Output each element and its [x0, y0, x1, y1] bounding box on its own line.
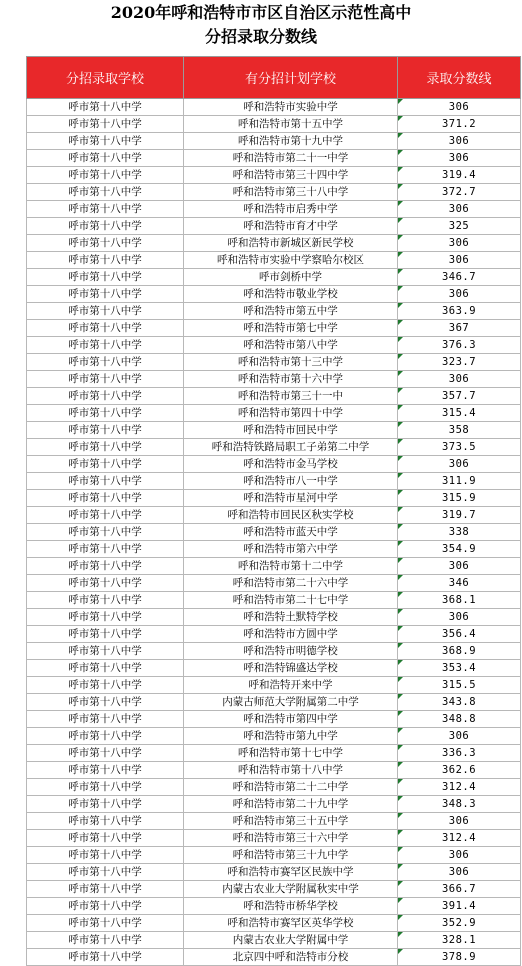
- cell-score: 312.4: [398, 779, 521, 796]
- cell-score: 363.9: [398, 303, 521, 320]
- cell-quota-school: 呼和浩特市第二十一中学: [184, 150, 398, 167]
- header-admitting-school: 分招录取学校: [27, 57, 184, 99]
- cell-admitting-school: 呼市第十八中学: [27, 762, 184, 779]
- table-row: [27, 507, 521, 524]
- table-row: [27, 609, 521, 626]
- cell-admitting-school: 呼市第十八中学: [27, 252, 184, 269]
- table-row: [27, 473, 521, 490]
- cell-quota-school: 呼和浩特市第二十九中学: [184, 796, 398, 813]
- table-row: [27, 133, 521, 150]
- cell-admitting-school: 呼市第十八中学: [27, 813, 184, 830]
- cell-admitting-school: 呼市第十八中学: [27, 779, 184, 796]
- table-row: [27, 881, 521, 898]
- cell-score: 346.7: [398, 269, 521, 286]
- cell-quota-school: 呼和浩特市实验中学察哈尔校区: [184, 252, 398, 269]
- table-row: [27, 932, 521, 949]
- table-row: [27, 252, 521, 269]
- table-row: [27, 796, 521, 813]
- cell-quota-school: 呼和浩特市第十六中学: [184, 371, 398, 388]
- table-row: [27, 677, 521, 694]
- cell-score: 315.4: [398, 405, 521, 422]
- cell-admitting-school: 呼市第十八中学: [27, 694, 184, 711]
- cell-score: 338: [398, 524, 521, 541]
- table-row: [27, 388, 521, 405]
- table-row: [27, 439, 521, 456]
- cell-score: 319.4: [398, 167, 521, 184]
- cell-score: 311.9: [398, 473, 521, 490]
- cell-quota-school: 呼和浩特市第十九中学: [184, 133, 398, 150]
- cell-score: 306: [398, 371, 521, 388]
- table-row: [27, 626, 521, 643]
- cell-quota-school: 呼和浩特铁路局职工子弟第二中学: [184, 439, 398, 456]
- table-row: [27, 864, 521, 881]
- cell-admitting-school: 呼市第十八中学: [27, 116, 184, 133]
- table-row: [27, 762, 521, 779]
- cell-quota-school: 呼和浩特市第六中学: [184, 541, 398, 558]
- table-row: [27, 541, 521, 558]
- cell-score: 336.3: [398, 745, 521, 762]
- cell-admitting-school: 呼市第十八中学: [27, 456, 184, 473]
- cell-admitting-school: 呼市第十八中学: [27, 507, 184, 524]
- cell-score: 312.4: [398, 830, 521, 847]
- header-quota-school: 有分招计划学校: [184, 57, 398, 99]
- table-row: [27, 99, 521, 116]
- cell-quota-school: 呼和浩特市第十三中学: [184, 354, 398, 371]
- table-row: [27, 813, 521, 830]
- table-row: [27, 915, 521, 932]
- cell-quota-school: 呼和浩特市八一中学: [184, 473, 398, 490]
- table-row: [27, 184, 521, 201]
- cell-quota-school: 呼和浩特市第二十六中学: [184, 575, 398, 592]
- cell-admitting-school: 呼市第十八中学: [27, 269, 184, 286]
- cell-admitting-school: 呼市第十八中学: [27, 150, 184, 167]
- cell-admitting-school: 呼市第十八中学: [27, 711, 184, 728]
- cell-quota-school: 呼和浩特市金马学校: [184, 456, 398, 473]
- table-header-row: [27, 57, 521, 99]
- cell-admitting-school: 呼市第十八中学: [27, 201, 184, 218]
- table-row: [27, 575, 521, 592]
- cell-admitting-school: 呼市第十八中学: [27, 932, 184, 949]
- cell-score: 372.7: [398, 184, 521, 201]
- cell-admitting-school: 呼市第十八中学: [27, 728, 184, 745]
- cell-quota-school: 呼和浩特开来中学: [184, 677, 398, 694]
- cell-admitting-school: 呼市第十八中学: [27, 558, 184, 575]
- cell-admitting-school: 呼市第十八中学: [27, 626, 184, 643]
- cell-quota-school: 内蒙古师范大学附属第二中学: [184, 694, 398, 711]
- cell-quota-school: 呼市剑桥中学: [184, 269, 398, 286]
- table-row: [27, 728, 521, 745]
- cell-score: 315.9: [398, 490, 521, 507]
- cell-admitting-school: 呼市第十八中学: [27, 99, 184, 116]
- table-row: [27, 558, 521, 575]
- table-row: [27, 592, 521, 609]
- cell-score: 319.7: [398, 507, 521, 524]
- cell-score: 356.4: [398, 626, 521, 643]
- cell-quota-school: 呼和浩特市第十七中学: [184, 745, 398, 762]
- cell-admitting-school: 呼市第十八中学: [27, 575, 184, 592]
- cell-quota-school: 呼和浩特市第四中学: [184, 711, 398, 728]
- cell-quota-school: 呼和浩特市第二十七中学: [184, 592, 398, 609]
- page-title-line1: 2020年呼和浩特市市区自治区示范性高中: [110, 3, 412, 22]
- table-row: [27, 286, 521, 303]
- cell-quota-school: 呼和浩特锦盛达学校: [184, 660, 398, 677]
- cell-quota-school: 北京四中呼和浩特市分校: [184, 949, 398, 966]
- cell-score: 306: [398, 558, 521, 575]
- cell-score: 306: [398, 133, 521, 150]
- cell-score: 367: [398, 320, 521, 337]
- cell-score: 354.9: [398, 541, 521, 558]
- cell-score: 328.1: [398, 932, 521, 949]
- cell-quota-school: 呼和浩特市育才中学: [184, 218, 398, 235]
- cell-score: 346: [398, 575, 521, 592]
- cell-score: 306: [398, 99, 521, 116]
- cell-admitting-school: 呼市第十八中学: [27, 609, 184, 626]
- cell-admitting-school: 呼市第十八中学: [27, 303, 184, 320]
- table-row: [27, 847, 521, 864]
- table-row: [27, 830, 521, 847]
- cell-admitting-school: 呼市第十八中学: [27, 490, 184, 507]
- cell-admitting-school: 呼市第十八中学: [27, 473, 184, 490]
- cell-quota-school: 呼和浩特市桥华学校: [184, 898, 398, 915]
- table-row: [27, 745, 521, 762]
- table-row: [27, 711, 521, 728]
- cell-quota-school: 呼和浩特市实验中学: [184, 99, 398, 116]
- table-row: [27, 269, 521, 286]
- cell-admitting-school: 呼市第十八中学: [27, 354, 184, 371]
- cell-admitting-school: 呼市第十八中学: [27, 524, 184, 541]
- cell-quota-school: 呼和浩特市赛罕区民族中学: [184, 864, 398, 881]
- table-row: [27, 456, 521, 473]
- cell-quota-school: 呼和浩特市第三十一中: [184, 388, 398, 405]
- cell-quota-school: 呼和浩特市回民区秋实学校: [184, 507, 398, 524]
- table-row: [27, 405, 521, 422]
- cell-quota-school: 呼和浩特市蓝天中学: [184, 524, 398, 541]
- cell-admitting-school: 呼市第十八中学: [27, 337, 184, 354]
- table-row: [27, 643, 521, 660]
- cell-score: 306: [398, 286, 521, 303]
- cell-score: 358: [398, 422, 521, 439]
- cell-quota-school: 呼和浩特市第三十六中学: [184, 830, 398, 847]
- cell-score: 306: [398, 252, 521, 269]
- cell-score: 348.3: [398, 796, 521, 813]
- cell-score: 306: [398, 728, 521, 745]
- table-row: [27, 694, 521, 711]
- cell-admitting-school: 呼市第十八中学: [27, 167, 184, 184]
- cell-admitting-school: 呼市第十八中学: [27, 405, 184, 422]
- cell-score: 352.9: [398, 915, 521, 932]
- cell-admitting-school: 呼市第十八中学: [27, 745, 184, 762]
- table-row: [27, 303, 521, 320]
- cell-admitting-school: 呼市第十八中学: [27, 541, 184, 558]
- table-row: [27, 320, 521, 337]
- table-row: [27, 898, 521, 915]
- table-row: [27, 218, 521, 235]
- cell-score: 306: [398, 609, 521, 626]
- table-row: [27, 422, 521, 439]
- header-score-line: 录取分数线: [398, 57, 521, 99]
- cell-score: 391.4: [398, 898, 521, 915]
- cell-admitting-school: 呼市第十八中学: [27, 864, 184, 881]
- cell-quota-school: 呼和浩特市第二十二中学: [184, 779, 398, 796]
- cell-score: 306: [398, 813, 521, 830]
- cell-score: 306: [398, 201, 521, 218]
- cell-admitting-school: 呼市第十八中学: [27, 235, 184, 252]
- table-row: [27, 490, 521, 507]
- cell-admitting-school: 呼市第十八中学: [27, 660, 184, 677]
- cell-quota-school: 呼和浩特市第三十九中学: [184, 847, 398, 864]
- cell-quota-school: 呼和浩特市第三十四中学: [184, 167, 398, 184]
- cell-admitting-school: 呼市第十八中学: [27, 320, 184, 337]
- cell-score: 368.1: [398, 592, 521, 609]
- cell-admitting-school: 呼市第十八中学: [27, 898, 184, 915]
- table-body: [27, 99, 521, 966]
- cell-admitting-school: 呼市第十八中学: [27, 881, 184, 898]
- table-row: [27, 524, 521, 541]
- cell-score: 343.8: [398, 694, 521, 711]
- cell-admitting-school: 呼市第十八中学: [27, 915, 184, 932]
- cell-score: 323.7: [398, 354, 521, 371]
- cell-quota-school: 呼和浩特土默特学校: [184, 609, 398, 626]
- cell-quota-school: 呼和浩特市第十五中学: [184, 116, 398, 133]
- cell-quota-school: 呼和浩特市第八中学: [184, 337, 398, 354]
- cell-admitting-school: 呼市第十八中学: [27, 218, 184, 235]
- cell-admitting-school: 呼市第十八中学: [27, 422, 184, 439]
- cell-score: 357.7: [398, 388, 521, 405]
- cell-admitting-school: 呼市第十八中学: [27, 847, 184, 864]
- cell-admitting-school: 呼市第十八中学: [27, 439, 184, 456]
- cell-quota-school: 内蒙古农业大学附属中学: [184, 932, 398, 949]
- cell-score: 315.5: [398, 677, 521, 694]
- cell-admitting-school: 呼市第十八中学: [27, 830, 184, 847]
- cell-admitting-school: 呼市第十八中学: [27, 388, 184, 405]
- cell-admitting-school: 呼市第十八中学: [27, 677, 184, 694]
- cell-score: 362.6: [398, 762, 521, 779]
- table-row: [27, 150, 521, 167]
- cell-score: 373.5: [398, 439, 521, 456]
- cell-quota-school: 呼和浩特市新城区新民学校: [184, 235, 398, 252]
- table-row: [27, 116, 521, 133]
- cell-score: 306: [398, 456, 521, 473]
- table-row: [27, 660, 521, 677]
- cell-quota-school: 呼和浩特市敬业学校: [184, 286, 398, 303]
- page-title-line2: 分招录取分数线: [204, 27, 317, 46]
- cell-quota-school: 呼和浩特市第七中学: [184, 320, 398, 337]
- cell-quota-school: 呼和浩特市第十二中学: [184, 558, 398, 575]
- cell-quota-school: 呼和浩特市第三十八中学: [184, 184, 398, 201]
- cell-score: 366.7: [398, 881, 521, 898]
- cell-quota-school: 内蒙古农业大学附属秋实中学: [184, 881, 398, 898]
- table-row: [27, 371, 521, 388]
- cell-quota-school: 呼和浩特市第九中学: [184, 728, 398, 745]
- cell-score: 368.9: [398, 643, 521, 660]
- cell-score: 306: [398, 864, 521, 881]
- cell-score: 306: [398, 847, 521, 864]
- cell-score: 353.4: [398, 660, 521, 677]
- cell-quota-school: 呼和浩特市第五中学: [184, 303, 398, 320]
- cell-admitting-school: 呼市第十八中学: [27, 371, 184, 388]
- cell-quota-school: 呼和浩特市星河中学: [184, 490, 398, 507]
- cell-quota-school: 呼和浩特市回民中学: [184, 422, 398, 439]
- cell-quota-school: 呼和浩特市第四十中学: [184, 405, 398, 422]
- cell-admitting-school: 呼市第十八中学: [27, 184, 184, 201]
- cell-score: 306: [398, 150, 521, 167]
- cell-quota-school: 呼和浩特市赛罕区英华学校: [184, 915, 398, 932]
- table-row: [27, 354, 521, 371]
- table-row: [27, 779, 521, 796]
- cell-score: 376.3: [398, 337, 521, 354]
- cell-score: 378.9: [398, 949, 521, 966]
- cell-quota-school: 呼和浩特市第三十五中学: [184, 813, 398, 830]
- cell-admitting-school: 呼市第十八中学: [27, 286, 184, 303]
- cell-score: 371.2: [398, 116, 521, 133]
- cell-quota-school: 呼和浩特市第十八中学: [184, 762, 398, 779]
- table-row: [27, 949, 521, 966]
- table-row: [27, 167, 521, 184]
- table-row: [27, 235, 521, 252]
- table-row: [27, 337, 521, 354]
- cell-admitting-school: 呼市第十八中学: [27, 592, 184, 609]
- admission-score-table: [26, 56, 521, 966]
- cell-score: 348.8: [398, 711, 521, 728]
- cell-quota-school: 呼和浩特市方圆中学: [184, 626, 398, 643]
- cell-admitting-school: 呼市第十八中学: [27, 133, 184, 150]
- cell-admitting-school: 呼市第十八中学: [27, 643, 184, 660]
- table-row: [27, 201, 521, 218]
- cell-score: 306: [398, 235, 521, 252]
- cell-quota-school: 呼和浩特市明德学校: [184, 643, 398, 660]
- cell-admitting-school: 呼市第十八中学: [27, 949, 184, 966]
- cell-quota-school: 呼和浩特市启秀中学: [184, 201, 398, 218]
- cell-score: 325: [398, 218, 521, 235]
- cell-admitting-school: 呼市第十八中学: [27, 796, 184, 813]
